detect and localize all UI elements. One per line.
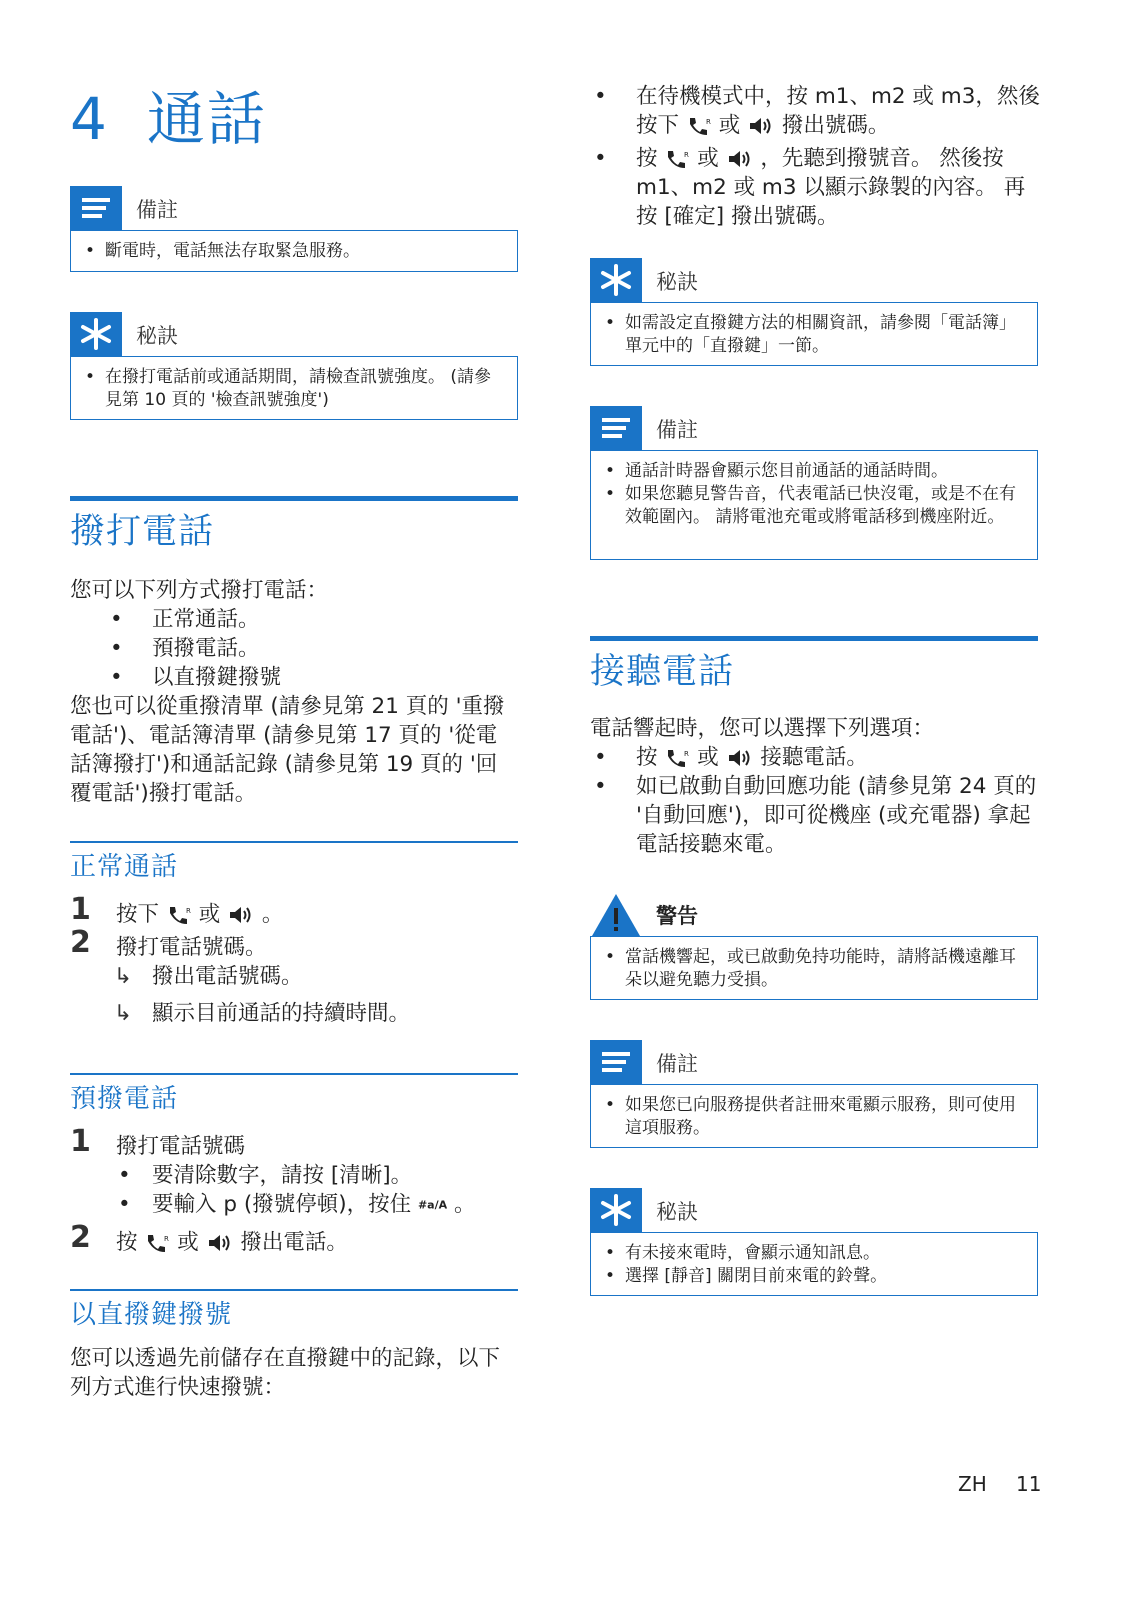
item-text: 在待機模式中，按 m1、m2 或 m3，然後按下 bbox=[636, 84, 1040, 138]
hash-key-icon: #a/A bbox=[417, 1198, 448, 1212]
warning-item: • 當話機響起，或已啟動免持功能時，請將話機遠離耳朵以避免聽力受損。 bbox=[603, 946, 1025, 992]
list-item bbox=[590, 144, 1040, 231]
svg-text:R: R bbox=[164, 1234, 170, 1243]
more-text: 您也可以從重撥清單 (請參見第 21 頁的 '重撥電話')、電話簿清單 (請參見第 17 頁的 '從電話簿撥打')和通話記錄 (請參見第 19 頁的 '回覆電話')撥打電話。 bbox=[70, 694, 505, 806]
tip-item: • 選擇 [靜音] 關閉目前來電的鈴聲。 bbox=[603, 1265, 1025, 1288]
list-item: • 預撥電話。 bbox=[106, 634, 518, 663]
note-callout-header bbox=[590, 1040, 1038, 1084]
note-item: • 斷電時，電話無法存取緊急服務。 bbox=[83, 240, 505, 263]
item-text: 按 bbox=[636, 146, 658, 171]
chapter-heading bbox=[70, 72, 267, 156]
note-title: 備註 bbox=[656, 1052, 698, 1076]
subsection-title-predial: 預撥電話 bbox=[70, 1084, 179, 1114]
or-text: 或 bbox=[198, 902, 221, 927]
page-number: 11 bbox=[1016, 1472, 1042, 1496]
normal-call-steps bbox=[70, 892, 518, 1028]
asterisk-icon bbox=[70, 312, 122, 356]
tip-item: • 在撥打電話前或通話期間，請檢查訊號強度。 (請參見第 10 頁的 '檢查訊號強度') bbox=[83, 366, 505, 412]
step-number: 2 bbox=[70, 925, 91, 960]
step-text: 按下 bbox=[116, 902, 160, 927]
speaker-icon bbox=[206, 1232, 234, 1254]
step-text: 撥打電話號碼 bbox=[116, 1134, 246, 1159]
phone-call-icon bbox=[686, 115, 712, 137]
note-item: • 如果您已向服務提供者註冊來電顯示服務，則可使用這項服務。 bbox=[603, 1094, 1025, 1140]
note-icon bbox=[590, 406, 642, 450]
sub-text: 。 bbox=[453, 1192, 476, 1217]
list-item: • 以直撥鍵撥號 bbox=[106, 663, 518, 692]
result-1 bbox=[70, 962, 518, 991]
answer-options bbox=[590, 743, 1040, 859]
phone-call-icon bbox=[144, 1232, 170, 1254]
warning-callout-header bbox=[590, 892, 1038, 936]
make-call-body bbox=[70, 576, 518, 808]
step-number: 2 bbox=[70, 1219, 91, 1255]
note-callout-box bbox=[590, 450, 1038, 560]
result-text: 撥出電話號碼。 bbox=[152, 964, 303, 989]
or-text: 或 bbox=[718, 113, 741, 138]
speed-dial-text: 您可以透過先前儲存在直撥鍵中的記錄，以下列方式進行快速撥號： bbox=[70, 1346, 501, 1400]
or-text: 或 bbox=[697, 146, 719, 171]
or-text: 或 bbox=[177, 1229, 199, 1255]
warning-title: 警告 bbox=[656, 904, 698, 928]
step-text: 按 bbox=[116, 1229, 138, 1255]
speaker-icon bbox=[227, 904, 255, 926]
result-arrow-icon: ↳ bbox=[114, 964, 133, 989]
note-icon bbox=[590, 1040, 642, 1084]
step-1 bbox=[70, 892, 518, 929]
note-title: 備註 bbox=[136, 198, 178, 222]
tip-callout-box bbox=[590, 302, 1038, 366]
method-list bbox=[70, 605, 518, 692]
tip-title: 秘訣 bbox=[656, 270, 698, 294]
section-rule bbox=[590, 636, 1038, 641]
svg-text:R: R bbox=[705, 118, 711, 126]
intro-text: 您可以下列方式撥打電話： bbox=[70, 578, 329, 603]
section-title-answer-call: 接聽電話 bbox=[590, 652, 735, 692]
svg-text:R: R bbox=[684, 750, 690, 758]
warning-icon bbox=[590, 892, 642, 936]
note-callout-box bbox=[590, 1084, 1038, 1148]
tip-title: 秘訣 bbox=[656, 1200, 698, 1224]
chapter-title: 通話 bbox=[146, 85, 267, 153]
tip-title: 秘訣 bbox=[136, 324, 178, 348]
result-arrow-icon: ↳ bbox=[114, 1001, 133, 1026]
sub-text: 要輸入 p (撥號停頓)，按住 bbox=[152, 1192, 412, 1217]
speaker-icon bbox=[726, 148, 754, 170]
tip-callout-header bbox=[70, 312, 518, 356]
sub-text: 要清除數字，請按 [清晰]。 bbox=[152, 1163, 413, 1188]
result-2 bbox=[70, 999, 518, 1028]
list-item: • 如已啟動自動回應功能 (請參見第 24 頁的 '自動回應')，即可從機座 (或充電器) 拿起電話接聽來電。 bbox=[590, 772, 1040, 859]
speaker-icon bbox=[726, 747, 754, 769]
phone-call-icon bbox=[664, 747, 690, 769]
step-text: 撥出電話。 bbox=[240, 1229, 348, 1255]
sub-item bbox=[70, 1161, 518, 1190]
step-text: 。 bbox=[261, 902, 284, 927]
note-item: • 通話計時器會顯示您目前通話的通話時間。 bbox=[603, 460, 1025, 483]
subsection-rule bbox=[70, 1289, 518, 1291]
step-2 bbox=[70, 925, 518, 962]
list-item bbox=[590, 743, 1040, 772]
subsection-rule bbox=[70, 841, 518, 843]
speaker-icon bbox=[747, 115, 775, 137]
step-2 bbox=[70, 1219, 518, 1257]
warning-callout-box bbox=[590, 936, 1038, 1000]
section-rule bbox=[70, 496, 518, 501]
chapter-number: 4 bbox=[70, 85, 109, 153]
subsection-rule bbox=[70, 1073, 518, 1075]
note-item: • 如果您聽見警告音，代表電話已快沒電，或是不在有效範圍內。 請將電池充電或將電話移到機座附近。 bbox=[603, 483, 1025, 529]
list-item: • 正常通話。 bbox=[106, 605, 518, 634]
step-text: 撥打電話號碼。 bbox=[116, 935, 267, 960]
predial-steps bbox=[70, 1124, 518, 1257]
asterisk-icon bbox=[590, 1188, 642, 1232]
speed-dial-list bbox=[590, 82, 1040, 231]
tip-callout-box bbox=[590, 1232, 1038, 1296]
note-callout-header bbox=[70, 186, 518, 230]
tip-item: • 如需設定直撥鍵方法的相關資訊，請參閱「電話簿」單元中的「直撥鍵」一節。 bbox=[603, 312, 1025, 358]
step-number: 1 bbox=[70, 1124, 91, 1159]
phone-call-icon bbox=[664, 148, 690, 170]
item-text: 接聽電話。 bbox=[760, 745, 868, 770]
tip-item: • 有未接來電時，會顯示通知訊息。 bbox=[603, 1242, 1025, 1265]
speed-dial-steps bbox=[590, 82, 1040, 231]
svg-text:R: R bbox=[684, 151, 690, 159]
answer-call-body bbox=[590, 714, 1040, 859]
item-text: ，先聽到撥號音。 然後按 m1、m2 或 m3 以顯示錄製的內容。 再按 [確定] 撥出號碼。 bbox=[636, 146, 1026, 229]
item-text: 撥出號碼。 bbox=[781, 113, 890, 138]
phone-call-icon bbox=[166, 904, 192, 926]
item-text: 按 bbox=[636, 745, 658, 770]
note-title: 備註 bbox=[656, 418, 698, 442]
note-icon bbox=[70, 186, 122, 230]
section-title-make-call: 撥打電話 bbox=[70, 512, 215, 552]
or-text: 或 bbox=[697, 745, 719, 770]
sub-item bbox=[70, 1190, 518, 1220]
note-callout-box bbox=[70, 230, 518, 272]
tip-callout-box bbox=[70, 356, 518, 420]
subsection-title-normal-call: 正常通話 bbox=[70, 852, 179, 882]
list-item bbox=[590, 82, 1040, 140]
tip-callout-header bbox=[590, 258, 1038, 302]
tip-callout-header bbox=[590, 1188, 1038, 1232]
intro-text: 電話響起時，您可以選擇下列選項： bbox=[590, 716, 935, 741]
footer-language: ZH bbox=[958, 1472, 987, 1496]
asterisk-icon bbox=[590, 258, 642, 302]
step-number: 1 bbox=[70, 892, 91, 927]
result-text: 顯示目前通話的持續時間。 bbox=[152, 1001, 411, 1026]
note-callout-header bbox=[590, 406, 1038, 450]
subsection-title-speed-dial: 以直撥鍵撥號 bbox=[70, 1300, 233, 1330]
step-1 bbox=[70, 1124, 518, 1161]
svg-text:R: R bbox=[185, 907, 191, 915]
